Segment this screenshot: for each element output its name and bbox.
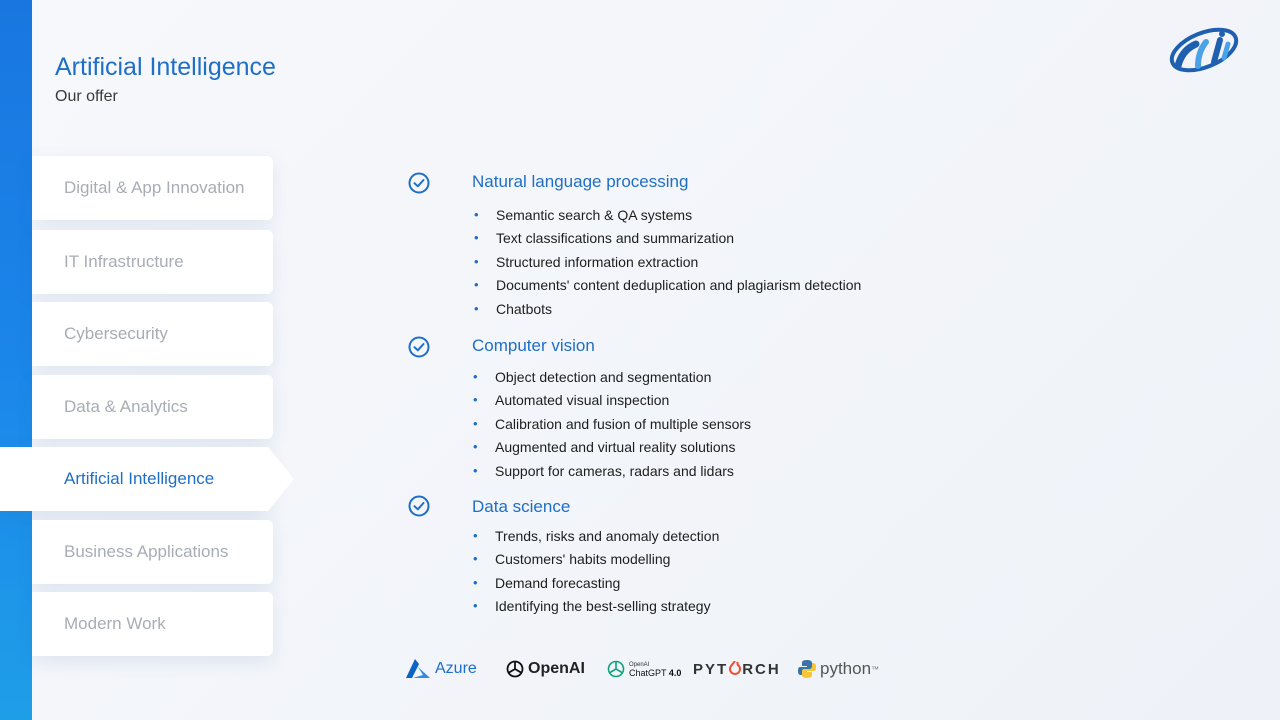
list-item: • Augmented and virtual reality solutions bbox=[473, 438, 751, 461]
nav-item-label: Modern Work bbox=[64, 614, 166, 633]
list-item: • Trends, risks and anomaly detection bbox=[473, 527, 719, 550]
list-item: • Object detection and segmentation bbox=[473, 368, 751, 391]
azure-logo bbox=[404, 655, 477, 683]
chatgpt-label: ChatGPT bbox=[629, 668, 667, 678]
bullet-list bbox=[473, 368, 751, 485]
page-subtitle: Our offer bbox=[55, 88, 118, 105]
nav-item-digital-app-innovation[interactable] bbox=[32, 156, 273, 220]
nav-item-cybersecurity[interactable] bbox=[32, 302, 273, 366]
nav-item-business-applications[interactable] bbox=[32, 520, 273, 584]
bullet-list bbox=[473, 527, 719, 621]
pytorch-logo bbox=[693, 655, 781, 683]
chatgpt-logo bbox=[606, 655, 681, 683]
left-accent-stripe bbox=[0, 0, 32, 720]
openai-label: OpenAI bbox=[528, 660, 585, 677]
list-item: • Demand forecasting bbox=[473, 574, 719, 597]
azure-icon bbox=[404, 658, 432, 680]
section-title: Natural language processing bbox=[472, 172, 689, 191]
chatgpt-icon bbox=[606, 659, 626, 679]
chatgpt-text bbox=[629, 661, 681, 677]
python-label: python bbox=[820, 659, 872, 678]
pytorch-flame-icon bbox=[729, 661, 741, 677]
chatgpt-version: 4.0 bbox=[668, 668, 682, 678]
python-trademark: ™ bbox=[871, 664, 880, 674]
page-title: Artificial Intelligence bbox=[55, 53, 276, 81]
nav-item-data-analytics[interactable] bbox=[32, 375, 273, 439]
list-item: • Identifying the best-selling strategy bbox=[473, 597, 719, 620]
section-title: Data science bbox=[472, 497, 571, 516]
list-item: • Semantic search & QA systems bbox=[474, 206, 861, 229]
check-circle-icon bbox=[408, 172, 430, 194]
list-item: • Text classifications and summarization bbox=[474, 229, 861, 252]
python-icon bbox=[797, 659, 817, 679]
nav-item-label: Artificial Intelligence bbox=[64, 469, 215, 488]
nav-item-it-infrastructure[interactable] bbox=[32, 230, 273, 294]
check-circle-icon bbox=[408, 336, 430, 358]
section-title: Computer vision bbox=[472, 336, 595, 355]
nav-item-label: Cybersecurity bbox=[64, 324, 168, 343]
list-item: • Customers' habits modelling bbox=[473, 550, 719, 573]
nav-item-label: IT Infrastructure bbox=[64, 252, 184, 271]
list-item: • Structured information extraction bbox=[474, 253, 861, 276]
nav-item-label: Business Applications bbox=[64, 542, 229, 561]
pytorch-label-start: PYT bbox=[693, 660, 729, 678]
list-item: • Documents' content deduplication and plagiarism detection bbox=[474, 276, 861, 299]
chatgpt-small-label: OpenAI bbox=[629, 662, 650, 668]
list-item: • Calibration and fusion of multiple sensors bbox=[473, 415, 751, 438]
page-header bbox=[55, 52, 276, 106]
company-logo bbox=[1168, 26, 1240, 74]
azure-label: Azure bbox=[435, 660, 477, 677]
python-logo bbox=[797, 655, 879, 683]
list-item: • Support for cameras, radars and lidars bbox=[473, 462, 751, 485]
nav-item-label: Data & Analytics bbox=[64, 397, 188, 416]
nav-item-modern-work[interactable] bbox=[32, 592, 273, 656]
pytorch-label-end: RCH bbox=[742, 660, 781, 678]
nav-item-label: Digital & App Innovation bbox=[64, 178, 245, 197]
list-item: • Automated visual inspection bbox=[473, 391, 751, 414]
check-circle-icon bbox=[408, 495, 430, 517]
nav-item-artificial-intelligence[interactable] bbox=[0, 447, 268, 511]
list-item: • Chatbots bbox=[474, 300, 861, 323]
openai-logo bbox=[505, 655, 585, 683]
bullet-list bbox=[474, 206, 861, 323]
openai-icon bbox=[505, 659, 525, 679]
